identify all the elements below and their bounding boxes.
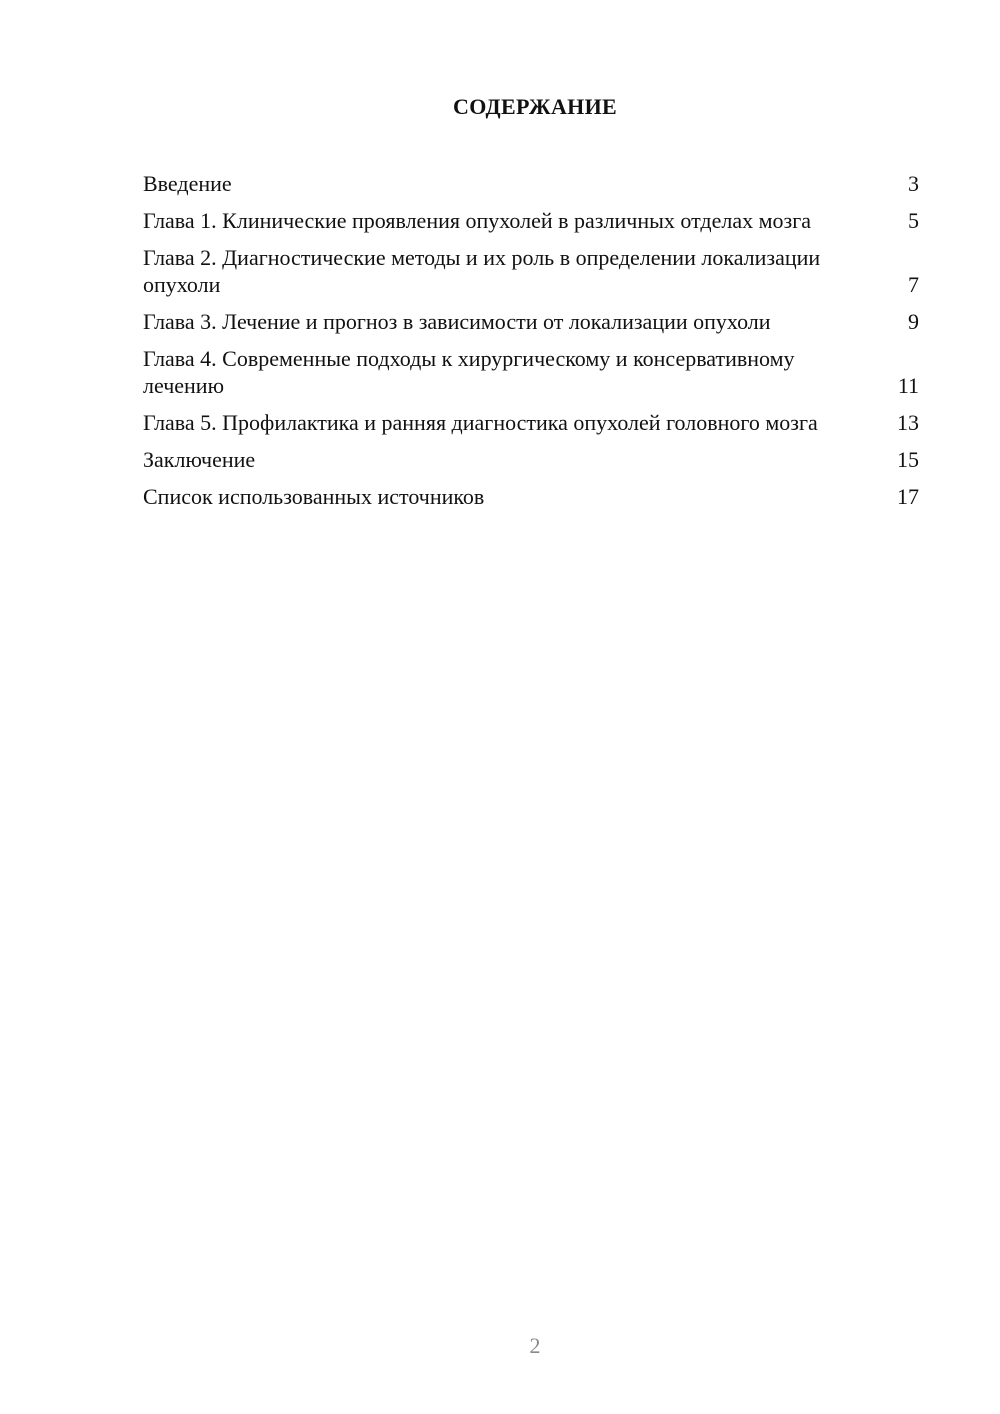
toc-entry-page: 7	[908, 272, 919, 297]
toc-entry-title: Список использованных источников	[143, 484, 485, 509]
toc-entry-page: 5	[908, 208, 919, 233]
toc-entry-page: 17	[897, 484, 919, 509]
toc-entry-title: Глава 5. Профилактика и ранняя диагностика опухолей головного мозга	[143, 410, 818, 435]
toc-entry-title: Глава 1. Клинические проявления опухолей в различных отделах мозга	[143, 208, 812, 233]
toc-entry-page: 11	[897, 373, 919, 398]
toc-entry-chapter-1	[143, 207, 919, 234]
toc-entry-chapter-5	[143, 409, 919, 436]
page-number: 2	[529, 1333, 541, 1358]
toc-entry-introduction	[143, 170, 919, 197]
toc-entry-title: Заключение	[143, 447, 256, 472]
toc-entry-page: 3	[908, 171, 919, 196]
toc-entry-title: Глава 4. Современные подходы к хирургическому и консервативному лечению	[143, 346, 795, 398]
toc-entry-references	[143, 483, 919, 510]
toc-entry-title: Глава 2. Диагностические методы и их роль в определении локализации опухоли	[143, 245, 821, 297]
toc-entry-page: 9	[908, 309, 919, 334]
toc-entry-chapter-4	[143, 345, 919, 399]
toc-entry-conclusion	[143, 446, 919, 473]
page-title: СОДЕРЖАНИЕ	[453, 94, 617, 119]
toc-entry-title: Глава 3. Лечение и прогноз в зависимости от локализации опухоли	[143, 309, 771, 334]
toc-entry-page: 13	[897, 410, 919, 435]
toc-entry-page: 15	[897, 447, 919, 472]
toc-entry-title: Введение	[143, 171, 232, 196]
toc-entry-chapter-3	[143, 308, 919, 335]
toc-entry-chapter-2	[143, 244, 919, 298]
table-of-contents	[143, 170, 919, 520]
